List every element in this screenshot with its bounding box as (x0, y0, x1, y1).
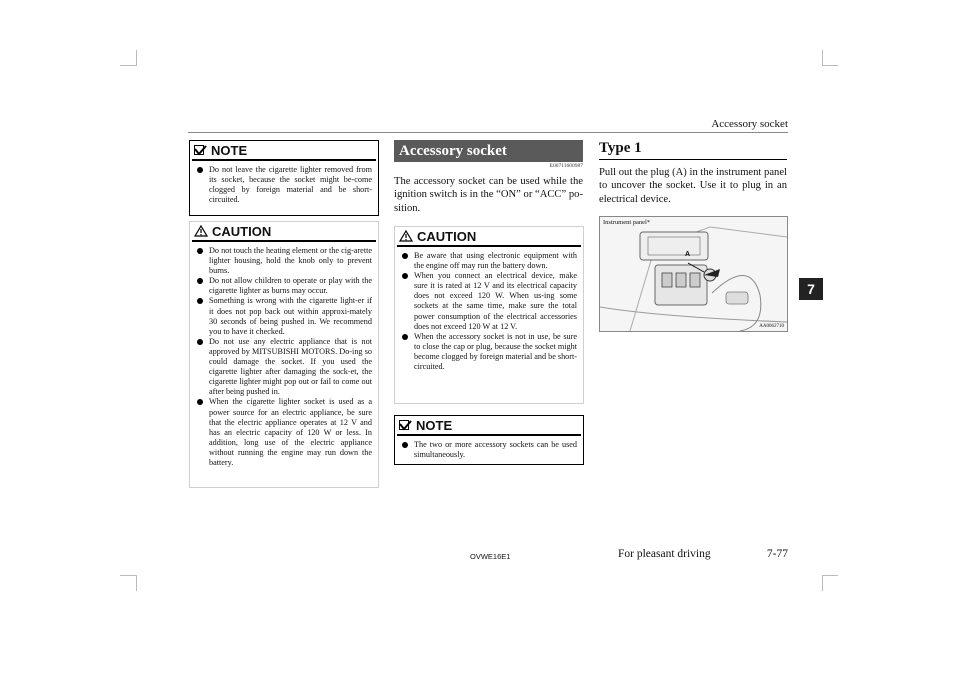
bullet-icon (197, 278, 203, 284)
running-header: Accessory socket (711, 118, 788, 130)
note-header (190, 141, 378, 159)
bullet-icon (197, 167, 203, 173)
list-item: When you connect an electrical device, make sure it is rated at 12 V and its electrical capacity does not exceed 120 W. When us-ing some sockets at the same time, make sure the total power consumption of the electrical accessories does not exceed 120 W at 12 V. (401, 271, 577, 332)
chapter-tab-number: 7 (807, 281, 815, 297)
list-item: When the accessory socket is not in use, be sure to close the cap or plug, because the socket might become clogged by foreign material and be short-circuited. (401, 332, 577, 372)
bullet-icon (402, 253, 408, 259)
bullet-icon (197, 399, 203, 405)
mid-caution-box (394, 226, 584, 404)
note-rule (192, 159, 376, 161)
note-icon (194, 145, 207, 156)
note-header (395, 416, 583, 434)
type1-title: Type 1 (599, 140, 642, 156)
type1-text: Pull out the plug (A) in the instrument panel to uncover the socket. Use it to plug in an electrical device. (599, 167, 787, 205)
caution-label: CAUTION (212, 223, 272, 239)
bullet-icon (402, 334, 408, 340)
type1-rule (599, 159, 787, 160)
note-label: NOTE (211, 142, 248, 158)
page-number: 7-77 (766, 548, 788, 560)
mid-note-box (394, 415, 584, 465)
figure-label: Instrument panel* (603, 219, 651, 226)
caution-label: CAUTION (417, 228, 477, 244)
note-icon (399, 420, 412, 431)
bullet-icon (197, 298, 203, 304)
bullet-icon (402, 442, 408, 448)
section-intro: The accessory socket can be used while the ignition switch is in the “ON” or “ACC” po-sition. (394, 176, 583, 214)
caution-header (395, 227, 583, 245)
bullet-icon (197, 339, 203, 345)
note-label: NOTE (416, 417, 453, 433)
section-title: Accessory socket (394, 140, 583, 162)
caution-rule (192, 240, 376, 242)
warning-triangle-icon (399, 230, 413, 242)
bullet-icon (197, 248, 203, 254)
list-item: The two or more accessory sockets can be used simultaneously. (401, 440, 577, 460)
instrument-panel-illustration (600, 217, 787, 331)
footer-chapter-title: For pleasant driving (618, 548, 711, 560)
note-rule (397, 434, 581, 436)
callout-label: A (685, 251, 691, 258)
figure-code: AA0062710 (759, 324, 784, 329)
section-code: E00711600987 (549, 163, 583, 169)
bullet-icon (402, 273, 408, 279)
chapter-tab (799, 278, 823, 300)
warning-triangle-icon (194, 225, 208, 237)
list-item: Do not use any electric appliance that is not approved by MITSUBISHI MOTORS. Do-ing so could damage the socket. If you used the cigarette lighter after damaging the sock-et, the cigarette lighter might pop out or fail to come out after being pushed in. (196, 337, 372, 398)
instrument-panel-figure (599, 216, 788, 332)
list-item: Be aware that using electronic equipment with the engine off may run the battery down. (401, 251, 577, 271)
doc-code: OVWE16E1 (470, 552, 511, 561)
list-item: Do not touch the heating element or the cig-arette lighter housing, hold the knob only to prevent burns. (196, 246, 372, 276)
left-note-box (189, 140, 379, 216)
list-item: Something is wrong with the cigarette light-er if it does not pop back out within approxi-mately 30 seconds of being pushed in. We recommend you to have it checked. (196, 296, 372, 336)
left-caution-box (189, 221, 379, 488)
list-item: Do not allow children to operate or play with the cigarette lighter as burns may occur. (196, 276, 372, 296)
caution-rule (397, 245, 581, 247)
list-item: Do not leave the cigarette lighter removed from its socket, because the socket might be-come clogged by foreign material and be short-circuited. (196, 165, 372, 205)
list-item: When the cigarette lighter socket is used as a power source for an electric appliance, be sure that the electric appliance operates at 12 V and has an electric capacity of 120 W or less. In addition, long use of the electric appliance without running the engine may run down the battery. (196, 397, 372, 468)
caution-header (190, 222, 378, 240)
header-rule (188, 132, 788, 133)
